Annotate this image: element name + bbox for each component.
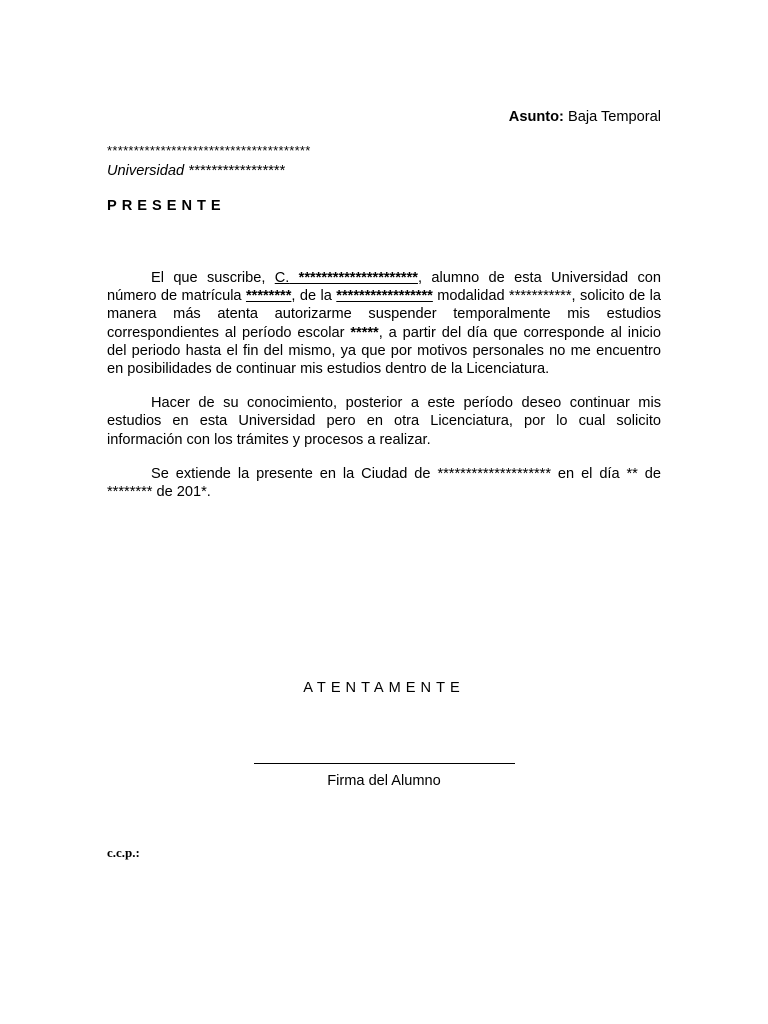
carbon-copy-label: c.c.p.:	[107, 845, 140, 860]
recipient-institution: Universidad *****************	[107, 163, 285, 179]
paragraph-place-date: Se extiende la presente en la Ciudad de ******************** en el día ** de ******** de 201*.	[107, 465, 661, 501]
subject-line	[509, 109, 661, 125]
program-field: *****************	[336, 288, 433, 305]
paragraph-request: El que suscribe, C. *********************, alumno de esta Universidad con número de matrícula ********, de la ***************** modalidad ***********, solicito de la manera más atenta autorizarme suspender temporalmente mis estudios correspondientes al período escolar *****, a partir del día que corresponde al inicio del periodo hasta el fin del mismo, ya que por motivos personales no me encuentro en posibilidades de continuar mis estudios dentro de la Licenciatura.	[107, 270, 661, 378]
salutation: PRESENTE	[107, 198, 226, 214]
period-field: *****	[350, 324, 379, 341]
letter-body	[107, 269, 661, 517]
matricula-field: ********	[245, 288, 292, 305]
subject-label: Asunto:	[508, 109, 564, 125]
student-name: C. *********************	[274, 270, 418, 286]
closing: ATENTAMENTE	[303, 680, 465, 696]
signature-line	[254, 763, 515, 764]
recipient-name: **************************************	[107, 143, 311, 158]
paragraph-continuation: Hacer de su conocimiento, posterior a este período deseo continuar mis estudios en esta Universidad pero en otra Licenciatura, por lo cual solicito información con los trámites y procesos a realizar.	[107, 395, 661, 448]
signature-label: Firma del Alumno	[327, 773, 441, 789]
subject-value: Baja Temporal	[563, 109, 661, 125]
